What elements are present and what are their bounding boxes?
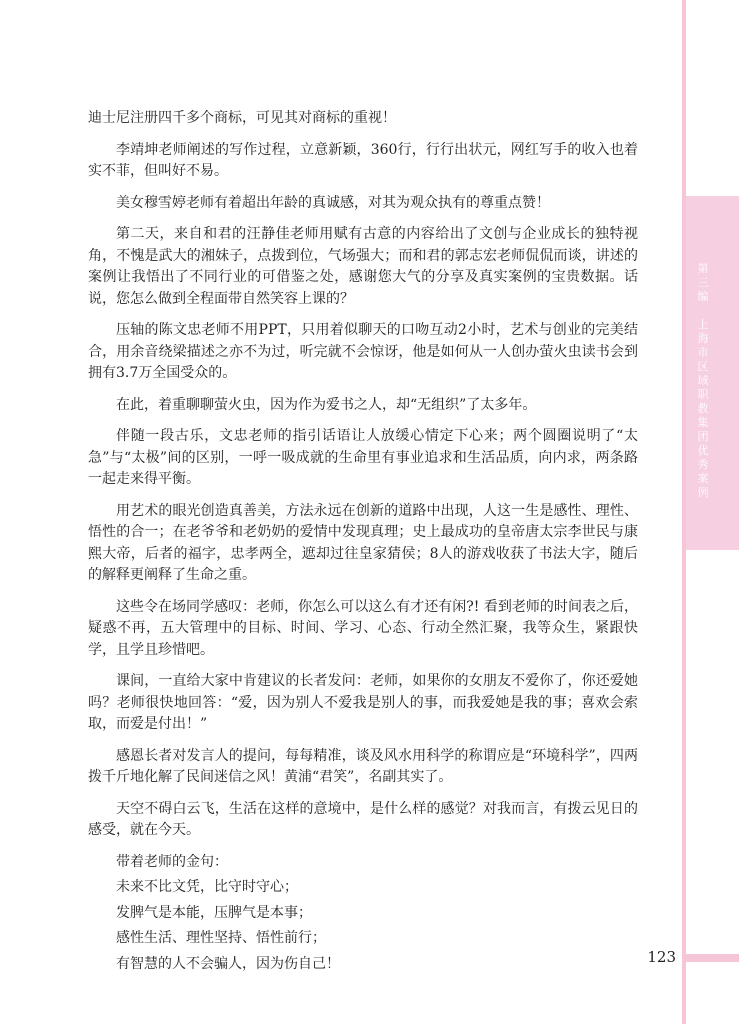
paragraph: 伴随一段古乐，文忠老师的指引话语让人放缓心情定下心来；两个圆圈说明了“太急”与“太极”间的区别，一呼一吸成就的生命里有事业追求和生活品质，向内求，两条路一起走来得平衡。 (88, 428, 638, 487)
quote-line: 感性生活、理性坚持、悟性前行； (116, 930, 326, 946)
side-tab (686, 196, 739, 550)
side-section-label: 第三编 (697, 262, 709, 303)
side-tab-text (696, 262, 710, 500)
quote-line: 发脾气是本能，压脾气是本事； (116, 904, 312, 921)
paragraph: 用艺术的眼光创造真善美，方法永远在创新的道路中出现，人这一生是感性、理性、悟性的合一；在老爷爷和老奶奶的爱情中发现真理；史上最成功的皇帝唐太宗李世民与康熙大帝，后者的福字，忠孝两全，遮却过往皇家猜侯；8人的游戏收获了书法大字，随后的解释更阐释了生命之重。 (88, 502, 638, 583)
paragraph: 美女穆雪婷老师有着超出年龄的真诚感，对其为观众执有的尊重点赞！ (116, 194, 550, 211)
page-body (88, 108, 638, 979)
paragraph: 迪士尼注册四千多个商标，可见其对商标的重视！ (88, 110, 396, 126)
paragraph: 课间，一直给大家中肯建议的长者发问：老师，如果你的女朋友不爱你了，你还爱她吗？老师很快地回答：“爱，因为别人不爱我是别人的事，而我爱她是我的事；喜欢会索取，而爱是付出！” (88, 673, 638, 732)
paragraph: 感恩长者对发言人的提问，每每精准，谈及风水用科学的称谓应是“环境科学”，四两拨千斤地化解了民间迷信之风！黄浦“君笑”，名副其实了。 (88, 747, 638, 785)
page-number: 123 (647, 948, 676, 966)
side-section-title: 上海市区域职教集团优秀案例 (697, 318, 709, 499)
quote-line: 未来不比文凭，比守时守心； (116, 879, 298, 895)
bottom-band (686, 954, 739, 962)
paragraph: 李靖坤老师阐述的写作过程，立意新颖，360行，行行出状元，网红写手的收入也着实不菲，但叫好不易。 (88, 141, 638, 179)
paragraph: 天空不碍白云飞，生活在这样的意境中，是什么样的感觉？对我而言，有拨云见日的感受，就在今天。 (88, 800, 638, 838)
quote-line: 有智慧的人不会骗人，因为伤自己！ (116, 955, 340, 972)
paragraph: 这些令在场同学感叹：老师，你怎么可以这么有才还有闲?! 看到老师的时间表之后，疑惑不再，五大管理中的目标、时间、学习、心态、行动全然汇聚，我等众生，紧跟快学，且学且珍惜吧。 (88, 598, 638, 658)
paragraph: 第二天，来自和君的汪静佳老师用赋有古意的内容给出了文创与企业成长的独特视角，不愧是武大的湘妹子，点拨到位，气场强大；而和君的郭志宏老师侃侃而谈，讲述的案例让我悟出了不同行业的可借鉴之处，感谢您大气的分享及真实案例的宝贵数据。话说，您怎么做到全程面带自然笑容上课的？ (88, 226, 638, 307)
quote-intro: 带着老师的金句： (116, 853, 228, 870)
paragraph: 在此，着重聊聊萤火虫，因为作为爱书之人，却“无组织”了太多年。 (116, 396, 537, 413)
paragraph: 压轴的陈文忠老师不用PPT，只用着似聊天的口吻互动2小时，艺术与创业的完美结合，用余音绕梁描述之亦不为过，听完就不会惊讶，他是如何从一人创办萤火虫读书会到拥有3.7万全国受众的。 (88, 322, 638, 381)
